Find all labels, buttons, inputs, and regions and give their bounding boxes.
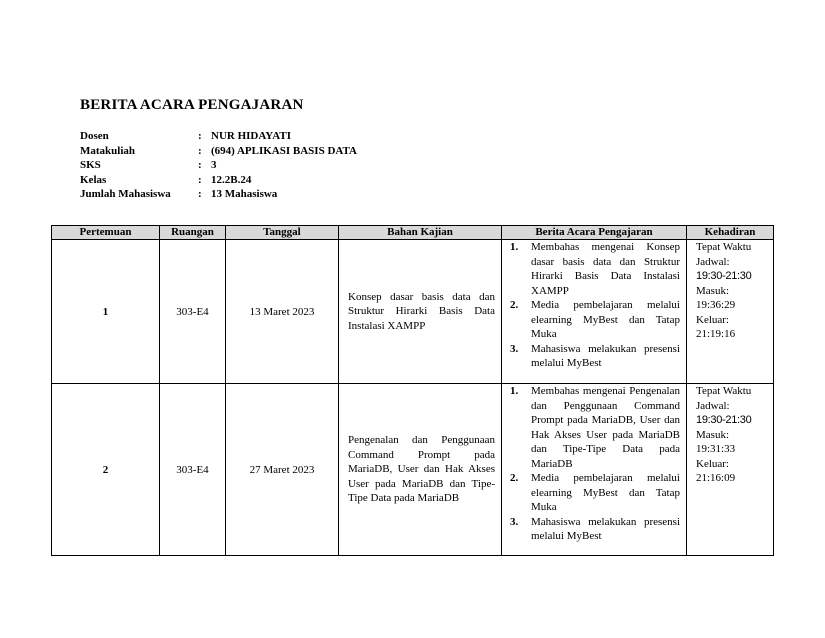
item-text: Membahas mengenai Konsep dasar basis data dan Struktur Hirarki Basis Data Instalasi XAMPP bbox=[531, 241, 680, 297]
item-text: Mahasiswa melakukan presensi melalui MyBest bbox=[531, 342, 680, 369]
list-item bbox=[510, 471, 680, 515]
table-row bbox=[52, 384, 774, 556]
header-ruangan: Ruangan bbox=[160, 226, 226, 240]
item-number: 2. bbox=[510, 472, 519, 484]
course-info bbox=[80, 129, 357, 202]
masuk-value: 19:36:29 bbox=[696, 299, 736, 311]
info-colon: : bbox=[198, 130, 202, 142]
list-item bbox=[510, 298, 680, 342]
header-bahan-kajian: Bahan Kajian bbox=[339, 226, 502, 240]
info-label: Matakuliah bbox=[80, 144, 136, 157]
info-value: 13 Mahasiswa bbox=[211, 188, 278, 200]
info-value: 3 bbox=[211, 159, 217, 171]
jadwal-value: 19:30-21:30 bbox=[696, 414, 752, 426]
cell-berita-acara bbox=[502, 384, 687, 556]
item-number: 1. bbox=[510, 385, 519, 397]
list-item bbox=[510, 342, 680, 371]
masuk-label: Masuk: bbox=[696, 284, 729, 297]
cell-bahan-kajian: Konsep dasar basis data dan Struktur Hirarki Basis Data Instalasi XAMPP bbox=[339, 240, 502, 384]
list-item bbox=[510, 240, 680, 298]
info-label: Dosen bbox=[80, 130, 109, 142]
info-label: SKS bbox=[80, 159, 101, 171]
cell-ruangan: 303-E4 bbox=[160, 240, 226, 384]
info-colon: : bbox=[198, 188, 202, 200]
info-colon: : bbox=[198, 144, 202, 157]
jadwal-label: Jadwal: bbox=[696, 399, 730, 412]
item-number: 3. bbox=[510, 515, 519, 528]
cell-berita-acara bbox=[502, 240, 687, 384]
header-berita-acara: Berita Acara Pengajaran bbox=[502, 226, 687, 240]
header-kehadiran: Kehadiran bbox=[687, 226, 774, 240]
item-number: 3. bbox=[510, 342, 519, 355]
cell-tanggal: 27 Maret 2023 bbox=[226, 384, 339, 556]
keluar-label: Keluar: bbox=[696, 313, 729, 326]
cell-pertemuan: 1 bbox=[52, 240, 160, 384]
keluar-value: 21:19:16 bbox=[696, 328, 736, 340]
info-value: 12.2B.24 bbox=[211, 173, 252, 186]
cell-tanggal: 13 Maret 2023 bbox=[226, 240, 339, 384]
jadwal-label: Jadwal: bbox=[696, 255, 730, 268]
cell-pertemuan: 2 bbox=[52, 384, 160, 556]
cell-kehadiran bbox=[687, 384, 774, 556]
info-row-matakuliah bbox=[80, 144, 357, 159]
list-item bbox=[510, 384, 680, 471]
info-row-jumlah-mahasiswa bbox=[80, 187, 357, 202]
item-text: Media pembelajaran melalui elearning MyBest dan Tatap Muka bbox=[531, 472, 680, 513]
item-text: Mahasiswa melakukan presensi melalui MyBest bbox=[531, 515, 680, 542]
cell-ruangan: 303-E4 bbox=[160, 384, 226, 556]
berita-list bbox=[510, 384, 680, 544]
kehadiran-status: Tepat Waktu bbox=[696, 385, 752, 397]
info-value: (694) APLIKASI BASIS DATA bbox=[211, 144, 357, 157]
item-text: Membahas mengenai Pengenalan dan Penggunaan Command Prompt pada MariaDB, User dan Hak Akses User pada MariaDB dan Tipe-Tipe Data pada MariaDB bbox=[531, 385, 680, 470]
kehadiran-status: Tepat Waktu bbox=[696, 241, 752, 253]
info-row-kelas bbox=[80, 173, 357, 188]
header-pertemuan: Pertemuan bbox=[52, 226, 160, 240]
header-tanggal: Tanggal bbox=[226, 226, 339, 240]
item-number: 2. bbox=[510, 299, 519, 311]
item-text: Media pembelajaran melalui elearning MyBest dan Tatap Muka bbox=[531, 299, 680, 340]
cell-kehadiran bbox=[687, 240, 774, 384]
info-label: Kelas bbox=[80, 173, 107, 186]
info-row-dosen bbox=[80, 129, 357, 144]
table-row bbox=[52, 240, 774, 384]
info-colon: : bbox=[198, 173, 202, 186]
list-item bbox=[510, 515, 680, 544]
berita-list bbox=[510, 240, 680, 371]
item-number: 1. bbox=[510, 241, 519, 253]
info-label: Jumlah Mahasiswa bbox=[80, 188, 171, 200]
keluar-value: 21:16:09 bbox=[696, 472, 736, 484]
jadwal-value: 19:30-21:30 bbox=[696, 270, 752, 282]
masuk-label: Masuk: bbox=[696, 428, 729, 441]
info-row-sks bbox=[80, 158, 357, 173]
cell-bahan-kajian: Pengenalan dan Penggunaan Command Prompt pada MariaDB, User dan Hak Akses User pada MariaDB dan Tipe-Tipe Data pada MariaDB bbox=[339, 384, 502, 556]
attendance-table bbox=[51, 225, 774, 556]
keluar-label: Keluar: bbox=[696, 457, 729, 470]
masuk-value: 19:31:33 bbox=[696, 443, 736, 455]
table-header-row bbox=[52, 226, 774, 240]
info-colon: : bbox=[198, 159, 202, 171]
page-title: BERITA ACARA PENGAJARAN bbox=[80, 97, 304, 113]
info-value: NUR HIDAYATI bbox=[211, 130, 291, 142]
